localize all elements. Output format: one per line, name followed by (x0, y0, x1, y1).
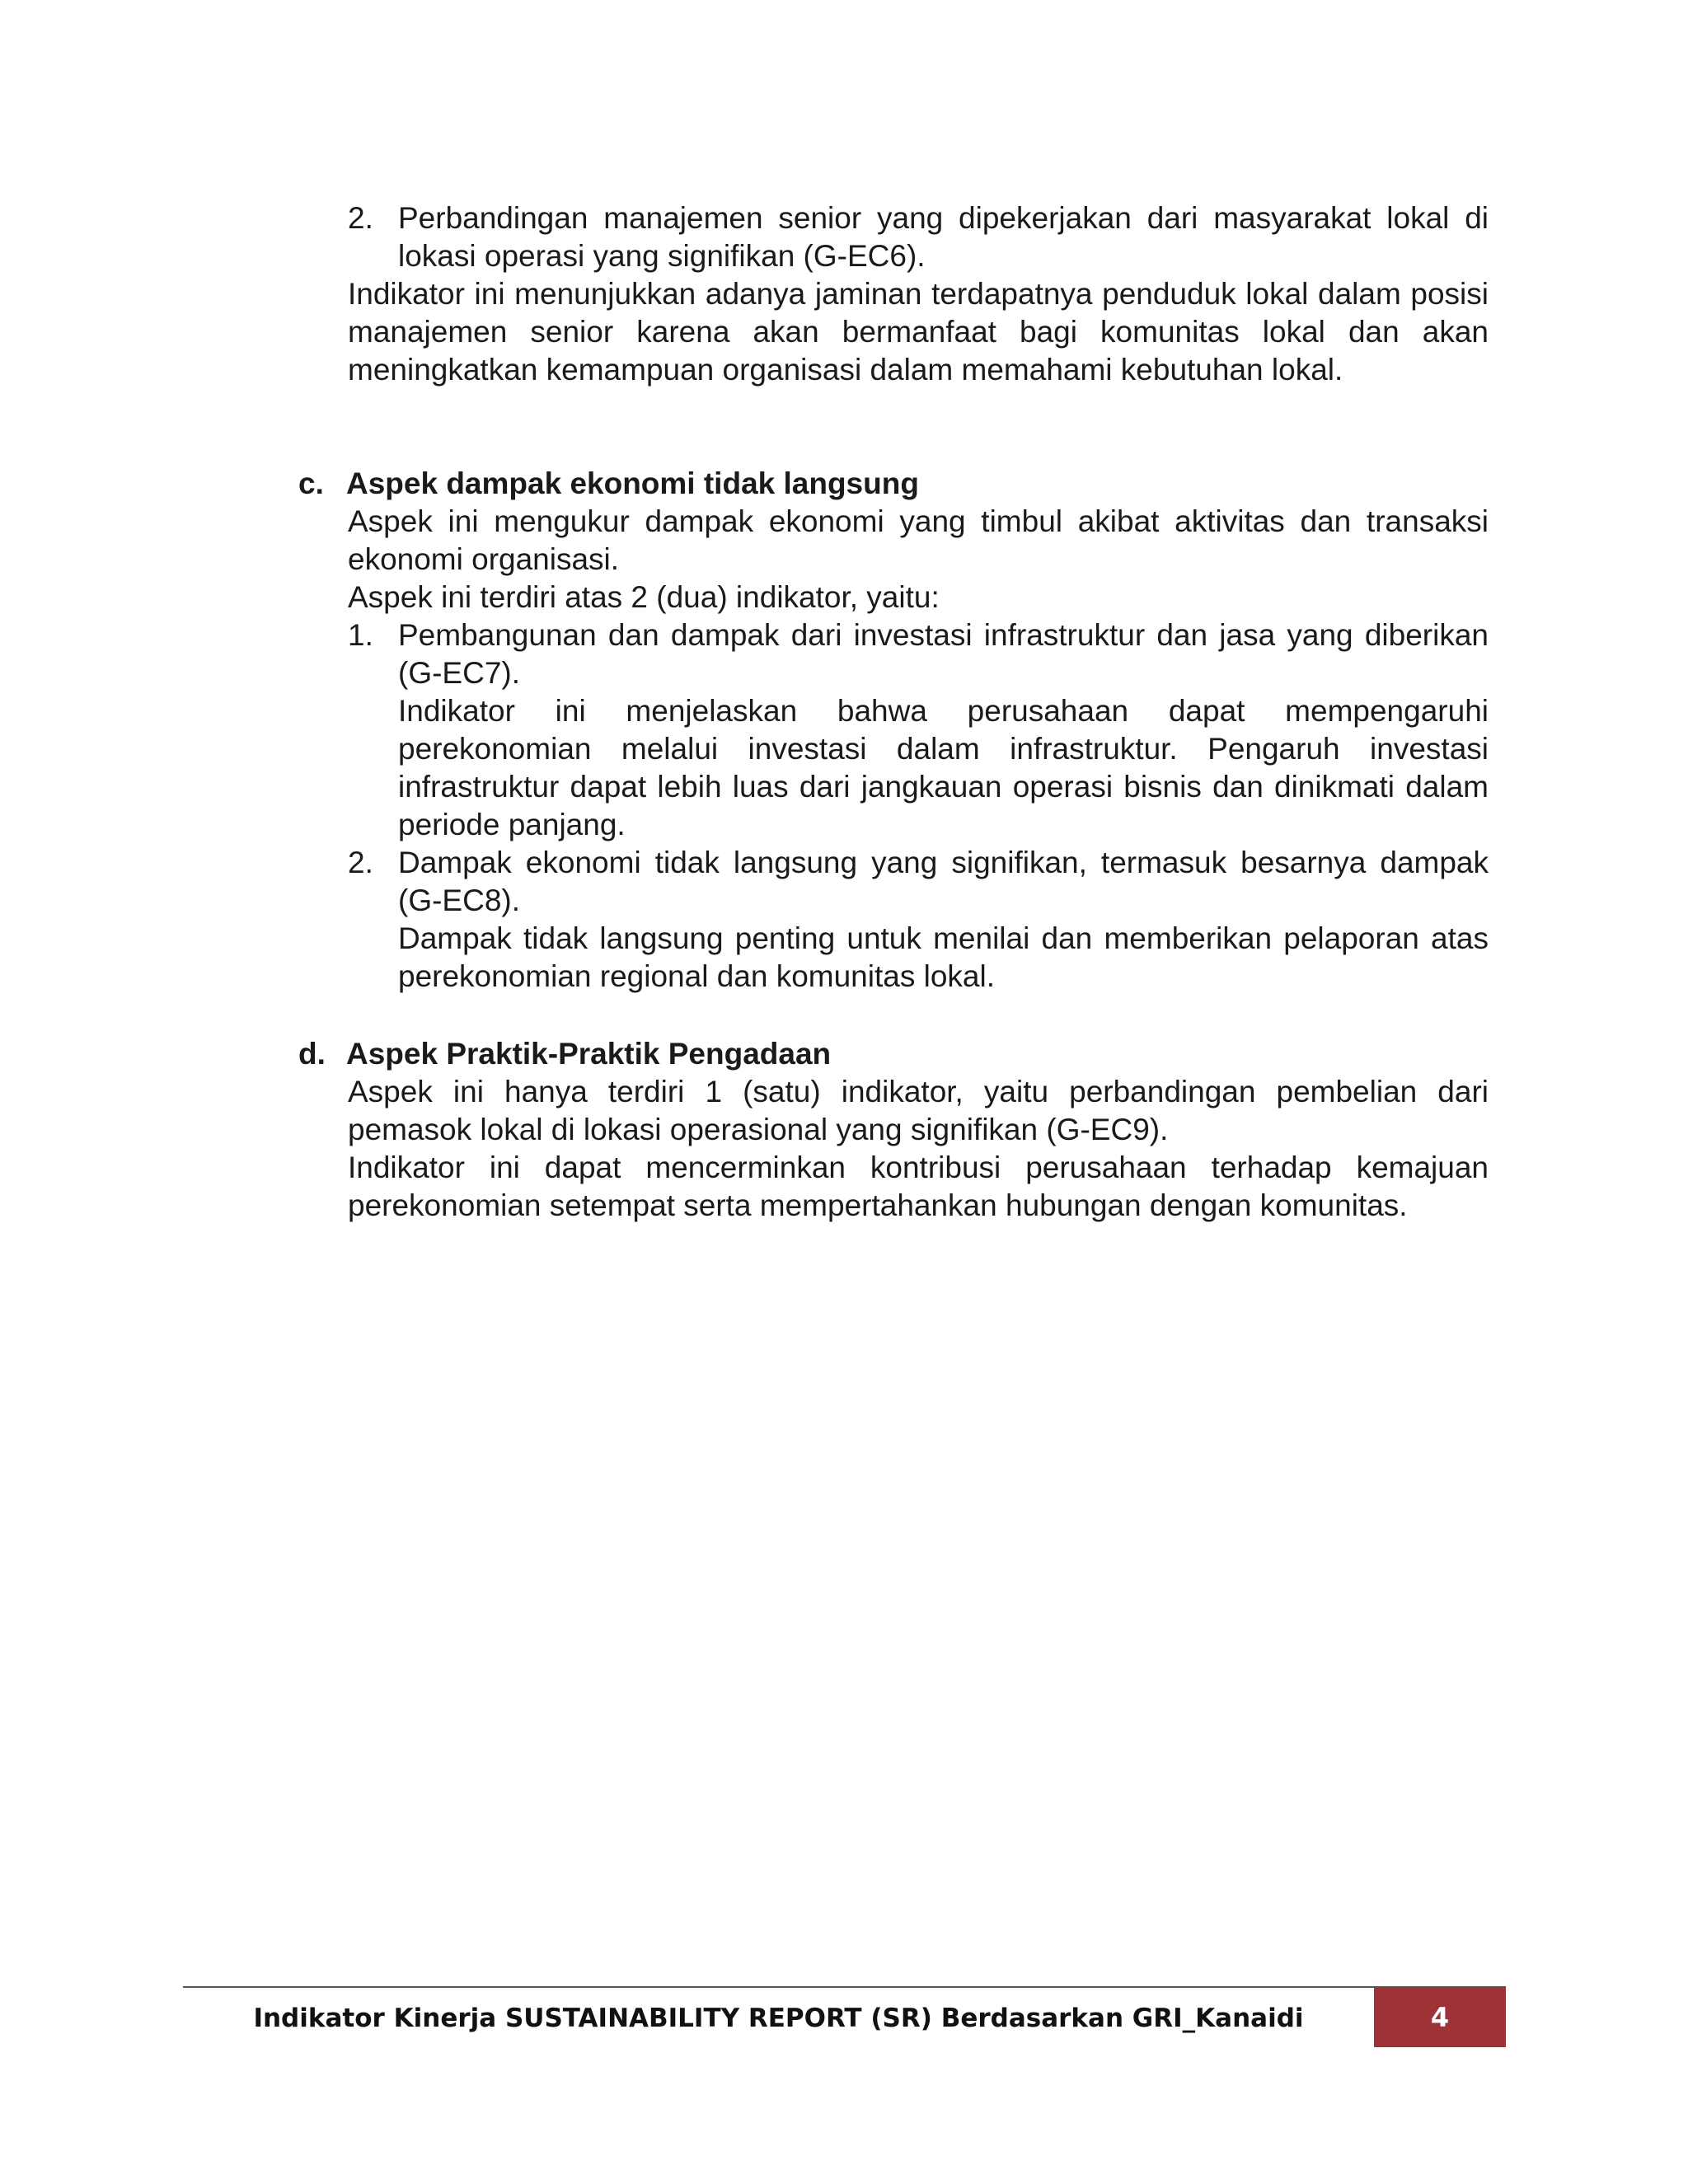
item-title: Perbandingan manajemen senior yang dipekerjakan dari masyarakat lokal di lokasi operasi yang signifikan (G-EC6). (398, 201, 1489, 273)
item-title: Dampak ekonomi tidak langsung yang signifikan, termasuk besarnya dampak (G-EC8). (398, 846, 1489, 917)
item-title: Pembangunan dan dampak dari investasi infrastruktur dan jasa yang diberikan (G-EC7). (398, 618, 1489, 690)
section-b-item-2 (348, 199, 1489, 275)
list-number: 2. (348, 846, 373, 879)
page-number-badge: 4 (1374, 1988, 1506, 2047)
section-title: Aspek dampak ekonomi tidak langsung (346, 466, 919, 500)
section-d-intro: Aspek ini hanya terdiri 1 (satu) indikator, yaitu perbandingan pembelian dari pemasok lokal di lokasi operasional yang signifikan (G-EC9). (348, 1075, 1489, 1146)
item-description: Indikator ini menjelaskan bahwa perusahaan dapat mempengaruhi perekonomian melalui investasi dalam infrastruktur. Pengaruh investasi infrastruktur dapat lebih luas dari jangkauan operasi bisnis dan dinikmati dalam periode panjang. (398, 694, 1489, 841)
section-c-item-2 (348, 844, 1489, 996)
list-number: 2. (348, 201, 373, 235)
section-marker: c. (298, 466, 324, 500)
footer-divider (183, 1986, 1506, 1988)
section-c-count-text: Aspek ini terdiri atas 2 (dua) indikator, yaitu: (348, 580, 940, 614)
item-description: Dampak tidak langsung penting untuk menilai dan memberikan pelaporan atas perekonomian regional dan komunitas lokal. (398, 921, 1489, 993)
section-marker: d. (298, 1037, 326, 1071)
list-number: 1. (348, 618, 373, 652)
section-c-item-1 (348, 616, 1489, 844)
section-c-heading (298, 465, 1489, 503)
section-b-item-2-description: Indikator ini menunjukkan adanya jaminan terdapatnya penduduk lokal dalam posisi manajemen senior karena akan bermanfaat bagi komunitas lokal dan akan meningkatkan kemampuan organisasi dalam memahami kebutuhan lokal. (348, 277, 1489, 387)
footer-title: Indikator Kinerja SUSTAINABILITY REPORT (SR) Berdasarkan GRI_Kanaidi (253, 2004, 1304, 2033)
section-c-intro: Aspek ini mengukur dampak ekonomi yang timbul akibat aktivitas dan transaksi ekonomi organisasi. (348, 504, 1489, 576)
section-d-heading (298, 1035, 1489, 1073)
section-title: Aspek Praktik-Praktik Pengadaan (346, 1037, 832, 1071)
section-d-description: Indikator ini dapat mencerminkan kontribusi perusahaan terhadap kemajuan perekonomian setempat serta mempertahankan hubungan dengan komunitas. (348, 1151, 1489, 1222)
